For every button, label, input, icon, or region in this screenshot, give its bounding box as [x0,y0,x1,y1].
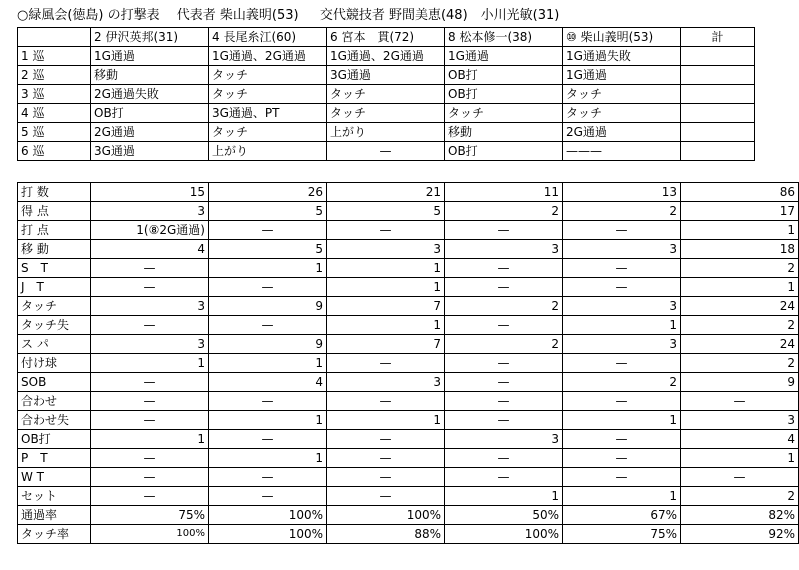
stats-row [18,392,799,411]
stat-cell: — [445,468,563,487]
round-cell: タッチ [209,85,327,104]
stats-table [17,182,799,544]
round-row [18,142,755,161]
stat-cell: — [91,316,209,335]
stat-label: S T [18,259,91,278]
stats-row [18,297,799,316]
stat-cell: 3 [91,297,209,316]
round-cell: OB打 [445,85,563,104]
round-cell: OB打 [445,66,563,85]
round-cell: — [327,142,445,161]
player-header: 4 長尾糸江(60) [209,28,327,47]
stat-total-cell: 17 [681,202,799,221]
round-cell: 1G通過、2G通過 [209,47,327,66]
stat-total-cell: 2 [681,259,799,278]
stats-row [18,240,799,259]
round-row [18,66,755,85]
stat-total-cell: 18 [681,240,799,259]
stat-label: OB打 [18,430,91,449]
stat-cell: 3 [563,240,681,259]
player-header: ⑩ 柴山義明(53) [563,28,681,47]
stat-cell: 2 [445,202,563,221]
stat-total-cell: 1 [681,221,799,240]
round-cell: ——— [563,142,681,161]
stat-cell: 26 [209,183,327,202]
round-cell: 移動 [445,123,563,142]
round-label: 6 巡 [18,142,91,161]
stat-cell: 9 [209,297,327,316]
stat-cell: 21 [327,183,445,202]
stat-total-cell: 1 [681,278,799,297]
round-cell: OB打 [91,104,209,123]
round-total-cell [681,47,755,66]
stat-total-cell: — [681,392,799,411]
stat-cell: 1 [563,411,681,430]
round-cell: タッチ [563,85,681,104]
stat-cell: 13 [563,183,681,202]
stats-row [18,525,799,544]
stat-cell: 4 [209,373,327,392]
stat-cell: 1 [327,411,445,430]
stat-label: タッチ率 [18,525,91,544]
stat-cell: — [445,373,563,392]
round-label: 5 巡 [18,123,91,142]
stat-cell: — [563,278,681,297]
round-total-cell [681,104,755,123]
player-header: 8 松本修一(38) [445,28,563,47]
round-cell: OB打 [445,142,563,161]
stat-cell: — [445,278,563,297]
stat-label: 付け球 [18,354,91,373]
stat-label: タッチ失 [18,316,91,335]
round-cell: 移動 [91,66,209,85]
stat-total-cell: 9 [681,373,799,392]
stats-row [18,487,799,506]
stat-cell: 3 [91,202,209,221]
stat-cell: — [209,221,327,240]
stat-total-cell: 2 [681,316,799,335]
stat-cell: 1 [327,259,445,278]
stats-body [18,183,799,544]
stat-label: 得 点 [18,202,91,221]
round-cell: 1G通過 [563,66,681,85]
round-row [18,123,755,142]
stat-cell: 2 [445,297,563,316]
stat-cell: 3 [563,335,681,354]
round-label: 4 巡 [18,104,91,123]
stat-cell: — [563,221,681,240]
round-cell: 1G通過、2G通過 [327,47,445,66]
stat-cell: 100% [209,506,327,525]
stat-cell: — [445,411,563,430]
round-table [17,27,755,161]
stats-row [18,316,799,335]
stat-cell: — [445,316,563,335]
stat-cell: — [91,259,209,278]
stat-label: タッチ [18,297,91,316]
stat-cell: 100% [209,525,327,544]
round-cell: 3G通過、PT [209,104,327,123]
stat-cell: — [91,392,209,411]
round-label: 2 巡 [18,66,91,85]
stat-total-cell: 3 [681,411,799,430]
stats-row [18,335,799,354]
stat-cell: — [445,392,563,411]
stat-cell: 1 [91,354,209,373]
round-cell: 1G通過 [445,47,563,66]
stats-row [18,430,799,449]
stat-cell: 88% [327,525,445,544]
stat-cell: 100% [445,525,563,544]
stat-cell: — [327,430,445,449]
round-label: 3 巡 [18,85,91,104]
stat-cell: 11 [445,183,563,202]
stat-cell: — [91,487,209,506]
stat-cell: — [445,259,563,278]
round-row [18,104,755,123]
stat-cell: — [563,449,681,468]
stat-cell: 1 [563,487,681,506]
stat-cell: 3 [445,240,563,259]
stat-cell: — [91,278,209,297]
round-cell: 2G通過 [91,123,209,142]
round-cell: 2G通過 [563,123,681,142]
stat-cell: — [445,221,563,240]
stat-cell: 75% [563,525,681,544]
stat-cell: 2 [563,373,681,392]
player-header: 2 伊沢英邦(31) [91,28,209,47]
stat-total-cell: 86 [681,183,799,202]
stat-cell: — [91,411,209,430]
stat-cell: 1 [91,430,209,449]
stat-cell: 50% [445,506,563,525]
stat-label: 合わせ [18,392,91,411]
stats-row [18,221,799,240]
stat-total-cell: 2 [681,354,799,373]
stat-cell: — [91,468,209,487]
stat-cell: — [209,468,327,487]
stat-cell: — [445,449,563,468]
stat-total-cell: 92% [681,525,799,544]
round-cell: 上がり [327,123,445,142]
round-total-cell [681,123,755,142]
stat-label: 通過率 [18,506,91,525]
stat-cell: 1 [209,449,327,468]
round-cell: 3G通過 [327,66,445,85]
round-cell: タッチ [209,66,327,85]
stat-cell: — [327,392,445,411]
stat-cell: — [445,354,563,373]
stat-cell: 5 [327,202,445,221]
stat-cell: 5 [209,202,327,221]
page-title: ○緑風会(徳島) の打撃表 代表者 柴山義明(53) 交代競技者 野間美恵(48) 小川光敏(31) [17,8,560,23]
stat-cell: 3 [327,240,445,259]
round-cell: 1G通過 [91,47,209,66]
round-header-row [18,28,755,47]
stat-cell: 3 [327,373,445,392]
stat-cell: — [327,354,445,373]
stat-cell: — [91,373,209,392]
round-total-cell [681,66,755,85]
stat-cell: 3 [563,297,681,316]
round-cell: 1G通過失敗 [563,47,681,66]
stat-cell: — [209,316,327,335]
stats-row [18,354,799,373]
stat-cell: 1 [209,259,327,278]
stats-row [18,411,799,430]
stat-label: 打 点 [18,221,91,240]
stat-cell: — [209,487,327,506]
stat-label: セット [18,487,91,506]
stat-cell: 1 [209,411,327,430]
stat-cell: — [327,468,445,487]
stat-cell: 1 [445,487,563,506]
stat-cell: 100% [91,525,209,544]
round-cell: タッチ [445,104,563,123]
stat-cell: — [91,449,209,468]
stat-cell: — [563,468,681,487]
stat-cell: — [563,354,681,373]
stat-cell: 2 [445,335,563,354]
stat-cell: 1 [327,278,445,297]
stat-cell: 7 [327,297,445,316]
round-total-cell [681,85,755,104]
stat-label: ス パ [18,335,91,354]
round-cell: タッチ [209,123,327,142]
stats-row [18,449,799,468]
stat-cell: — [209,278,327,297]
stat-cell: 3 [91,335,209,354]
stat-total-cell: 82% [681,506,799,525]
stat-label: 移 動 [18,240,91,259]
stat-label: J T [18,278,91,297]
stat-total-cell: 4 [681,430,799,449]
stats-row [18,278,799,297]
round-total-cell [681,142,755,161]
stat-cell: — [327,449,445,468]
stat-total-cell: — [681,468,799,487]
stat-cell: 2 [563,202,681,221]
stats-row [18,468,799,487]
stat-cell: 1 [327,316,445,335]
stat-cell: — [563,259,681,278]
stat-cell: 7 [327,335,445,354]
stat-cell: 100% [327,506,445,525]
stat-label: 合わせ失 [18,411,91,430]
stat-label: 打 数 [18,183,91,202]
stat-label: W T [18,468,91,487]
stat-total-cell: 2 [681,487,799,506]
round-row [18,85,755,104]
stat-label: SOB [18,373,91,392]
stats-row [18,373,799,392]
stat-cell: 1 [563,316,681,335]
stat-label: P T [18,449,91,468]
stat-cell: 15 [91,183,209,202]
round-cell: タッチ [327,104,445,123]
stat-cell: 4 [91,240,209,259]
round-cell: 上がり [209,142,327,161]
stats-row [18,506,799,525]
stat-cell: — [563,430,681,449]
stat-cell: — [327,487,445,506]
stat-total-cell: 24 [681,297,799,316]
player-header: 6 宮本 貫(72) [327,28,445,47]
stats-row [18,202,799,221]
round-cell: 3G通過 [91,142,209,161]
total-header: 計 [681,28,755,47]
stat-total-cell: 24 [681,335,799,354]
stat-cell: 3 [445,430,563,449]
round-cell: タッチ [563,104,681,123]
stats-row [18,259,799,278]
stat-total-cell: 1 [681,449,799,468]
stats-row [18,183,799,202]
round-cell: 2G通過失敗 [91,85,209,104]
stat-cell: 5 [209,240,327,259]
stat-cell: — [209,430,327,449]
stat-cell: — [563,392,681,411]
round-label: 1 巡 [18,47,91,66]
stat-cell: 75% [91,506,209,525]
round-row [18,47,755,66]
stat-cell: 1 [209,354,327,373]
round-cell: タッチ [327,85,445,104]
stat-cell: — [327,221,445,240]
stat-cell: 67% [563,506,681,525]
stat-cell: — [209,392,327,411]
stat-cell: 9 [209,335,327,354]
header-blank-cell [18,28,91,47]
stat-cell: 1(⑧2G通過) [91,221,209,240]
